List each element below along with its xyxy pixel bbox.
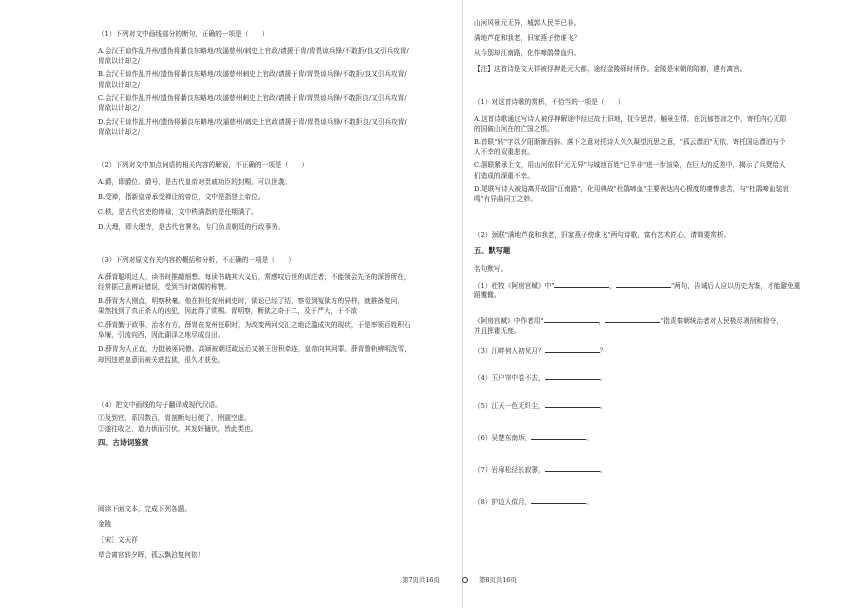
answer-blank[interactable] <box>545 346 600 353</box>
page-number-left: 第7页共16页 <box>402 576 440 584</box>
answer-blank[interactable] <box>616 281 671 288</box>
answer-blank[interactable] <box>605 316 660 323</box>
dictation-item-1-cont: 蹈覆辙。 <box>474 291 501 299</box>
option-d-cont: 鸣"有异曲同工之妙。 <box>474 195 537 203</box>
answer-blank[interactable] <box>545 401 600 408</box>
option-c-cont: 胄欲以计却之/ <box>98 104 141 112</box>
option-c: C.秩，是古代官吏的俸禄，文中秩满指的是任期满了。 <box>98 208 258 216</box>
answer-blank[interactable] <box>531 433 586 440</box>
poem-author: ［宋］文天祥 <box>98 536 138 544</box>
option-d: D.尾联写诗人被迫离开故国"江南路"，化用典故"杜鹃啼血"主要表达内心极度的凄惨悲苦，与"杜鹃啼血装哀 <box>474 185 789 193</box>
option-c: C.薛胄勤于政事，治水有方。薛胄在兖州任职时，为改变两河交汇之地泛滥成灾的现状，于是率领百姓积石 <box>98 321 411 329</box>
poem-title: 金陵 <box>98 520 112 528</box>
translation-sentence-1: ①及到官，系囚数百，胄剖断旬日便了，囹圄空虚。 <box>98 414 251 422</box>
question-stem: （3）下列对原文有关内容的概括和分析，不正确的一项是（ ） <box>98 256 295 264</box>
dictation-item-2-cont: 并且挥霍无度。 <box>474 327 521 335</box>
option-d-cont: 却因违逆皇意而被关进监狱，很久才获免。 <box>98 356 225 364</box>
question-stem: （4）把文中画线的句子翻译成现代汉语。 <box>98 401 222 409</box>
option-c-cont: 们造成的深重不幸。 <box>474 172 534 180</box>
option-a: A.薛胄聪明过人，读书时推敲细想。每读书晓其大义后，常感叹后世的训注者，不能领会先圣的深旨所在， <box>98 273 411 281</box>
dictation-item-4: （4）玉户帘中卷不去， 。 <box>474 374 607 382</box>
question-stem: （2）颈联"满地芦花和我老，旧家燕子傍谁飞"两句诗歌，富有艺术匠心，请简要赏析。 <box>474 231 731 239</box>
option-a: A.爵，即爵位、爵号，是古代皇帝对贵戚功臣的封赐，可以世袭。 <box>98 178 291 186</box>
dictation-item-7: （7）岩扉松径长寂寥， 。 <box>474 466 607 474</box>
dictation-item-6: （6）吴楚东南坼， 。 <box>474 434 594 442</box>
option-b: B.受禅，指新皇帝承受禅让的帝位，文中是指登上帝位。 <box>98 193 265 201</box>
answer-blank[interactable] <box>544 316 599 323</box>
option-c: C.会汉王谅作乱并州/遗伪将綦良东略地/攻逼慈州刺史上官政/请援于胄/胄畏谅兵锋/不敢拒良/又引兵攻胄/ <box>98 94 407 102</box>
translation-sentence-2: ②遂往收之，道力供而引伏，其发奸擿伏，皆此类也。 <box>98 425 258 433</box>
poem-line: 满地芦花和我老，旧家燕子傍谁飞？ <box>474 34 581 42</box>
dictation-item-2: 《阿房宫赋》中作者用" ， "指责秦朝统治者对人民极尽剥削和掠夺， <box>474 317 783 325</box>
answer-blank[interactable] <box>531 497 586 504</box>
page-divider <box>462 0 463 608</box>
question-stem: （1）下列对文中画线部分的断句，正确的一项是（ ） <box>98 30 269 38</box>
poem-line: 山河风景元无异，城郭人民半已非。 <box>474 19 581 27</box>
option-c-cont: 阜堰，引流向西，因此湖泽之地尽成良田。 <box>98 331 225 339</box>
option-a-cont: 经常据己意辨证错误，受到当时诸儒的称赞。 <box>98 283 231 291</box>
reading-instruction: 阅读下面文本，完成下列各题。 <box>98 505 192 513</box>
option-a: A.这首诗歌通过写诗人被俘押解途中经过故土旧地，抚今思昔，触景生情，在沉郁苍凉之中，寄托内心无限 <box>474 115 787 123</box>
answer-blank[interactable] <box>545 373 600 380</box>
option-d: D.大理，即大理寺，是古代官署名，专门负责朝廷的行政事务。 <box>98 223 285 231</box>
option-b-cont: 胄欲以计却之/ <box>98 81 141 89</box>
option-b-cont: 果然找到了真正杀人的凶犯，因此得了赏赐。胄明察，断狱之奇于二，及于严大，于不欲 <box>98 307 358 315</box>
poem-line: 草合离宫转夕晖，孤云飘泊复何依！ <box>98 551 205 559</box>
option-d: D.薛胄为人正直，力挺被诬同僚。高颎被朝廷疏远后又被王世积牵连，皇帝向其问罪。薛胄鲁轨辨明洗雪， <box>98 345 411 353</box>
option-b-cont: 人不幸的双重悲哀。 <box>474 148 534 156</box>
poem-note: 【注】这首诗是文天祥被俘押赴元大都，途经金陵驿时所作。金陵是宋朝的陪都，建有离宫。 <box>474 65 747 73</box>
dictation-instruction: 名句默写。 <box>474 265 508 273</box>
option-b: B.会汉王谅作乱并州/遗伪将綦良东略地/攻逼慈州刺史上官政/请援于胄/胄畏谅兵锋/不敢拒/良又引兵攻胄/ <box>98 70 407 78</box>
answer-blank[interactable] <box>545 465 600 472</box>
dictation-item-1: （1）杜牧《阿房宫赋》中" ， "两句，告诫后人应以历史为鉴，才能避免重 <box>474 282 801 290</box>
option-c: C.颔联紧承上文，用山河依旧"元无异"与城池百姓"已半非"进一步渲染，在巨大的反差中，揭示了兵燹给人 <box>474 161 786 169</box>
option-a: A.会汉王谅作乱并州/遗伪将綦良东略地/攻逼慈州/刺史上官政/请援于胄/胄畏谅兵锋/不敢拒/良又引兵攻胄/ <box>98 47 409 55</box>
binding-circle-icon <box>462 577 468 583</box>
section-heading: 四、古诗词鉴赏 <box>98 438 149 447</box>
question-stem: （2）下列对文中加点词语的相关内容的解说，不正确的一项是（ ） <box>98 161 309 169</box>
option-a-cont: 胄欲以计却之/ <box>98 57 141 65</box>
page-number-right: 第8页共16页 <box>479 576 517 584</box>
dictation-item-5: （5）江天一色无纤尘， 。 <box>474 402 607 410</box>
poem-line: 从今别却江南路，化作啼鹃带血归。 <box>474 49 581 57</box>
answer-blank[interactable] <box>554 281 609 288</box>
question-stem: （1）对这首诗歌的赏析，不恰当的一项是（ ） <box>474 98 625 106</box>
dictation-item-8: （8）护边人似月， 。 <box>474 498 594 506</box>
option-d: D.会汉王谅作乱并州/遗伪将綦良东略地/攻逼慈州/刺史上官政请援于胄/胄畏谅兵锋/不敢拒良/又引兵攻胄/ <box>98 118 407 126</box>
option-a-cont: 的国破山河在的亡国之恨。 <box>474 125 554 133</box>
option-b: B.薛胄为人刚直，明察秋毫。他在担任兖州刺史时，狱讼已经了结，察觉到冤狱方的异样，就推备复问， <box>98 297 405 305</box>
option-d-cont: 胄欲以计却之/ <box>98 128 141 136</box>
section-heading: 五、默写题 <box>474 246 511 255</box>
option-b: B.首联"转"字以夕阳渐渐西斜、落下之意对托诗人久久凝望沉思之意，"孤云漂泊"无依，寄托国运漂泊与个 <box>474 138 786 146</box>
dictation-item-3: （3）江畔何人初见月？ ？ <box>474 347 607 355</box>
